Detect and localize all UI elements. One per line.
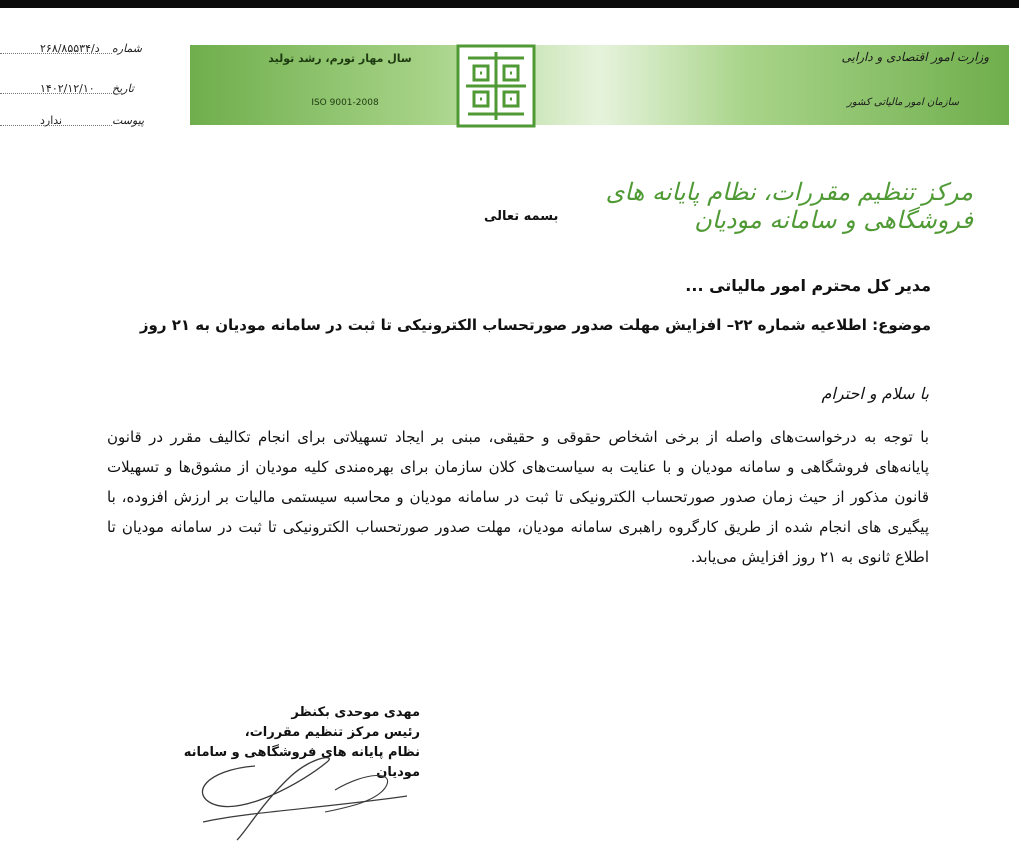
- signature-icon: [185, 752, 425, 847]
- letter-attachment-label: پیوست: [112, 114, 145, 127]
- ministry-name: وزارت امور اقتصادی و دارایی: [841, 50, 989, 64]
- bismillah: بسمه تعالی: [484, 209, 559, 224]
- letter-date-value: ۱۴۰۲/۱۲/۱۰: [40, 82, 95, 95]
- tax-organization-emblem-icon: [448, 44, 544, 128]
- letter-body: با توجه به درخواست‌های واصله از برخی اشخاص حقوقی و حقیقی، مبنی بر ایجاد تسهیلاتی برای انجام تکالیف مقرر در قانون پایانه‌های فروشگاهی و سامانه مودیان و با عنایت به سیاست‌های کلان سازمان برای بهره‌مندی کلیه مودیان از مشوق‌ها و تسهیلات قانون مذکور از حیث زمان صدور صورتحساب الکترونیکی تا ثبت در سامانه مودیان و محاسبه سیستمی مالیات بر ارزش افزوده، با پیگیری های انجام شده از طریق کارگروه راهبری سامانه مودیان، مهلت صدور صورتحساب الکترونیکی تا ثبت در سامانه مودیان تا اطلاع ثانوی به ۲۱ روز افزایش می‌یابد.: [107, 428, 929, 566]
- dotted-line: [0, 53, 112, 54]
- iso-certification: ISO 9001-2008: [311, 98, 379, 108]
- subject-line: موضوع: اطلاعیه شماره ۲۲– افزایش مهلت صدور صورتحساب الکترونیکی تا ثبت در سامانه مودیان به ۲۱ روز: [139, 316, 931, 334]
- center-title: مرکز تنظیم مقررات، نظام پایانه های فروشگاهی و سامانه مودیان: [605, 178, 973, 234]
- top-dark-bar: [0, 0, 1019, 8]
- letter-date-label: تاریخ: [112, 82, 134, 95]
- letter-number-label: شماره: [112, 42, 143, 55]
- dotted-line: [0, 125, 112, 126]
- greeting: با سلام و احترام: [821, 384, 929, 403]
- organization-name: سازمان امور مالیاتی کشور: [847, 97, 959, 108]
- signer-name: مهدی موحدی بکنظر: [291, 705, 420, 720]
- dotted-line: [0, 93, 112, 94]
- letter-number-value: د/۲۶۸/۸۵۵۳۴: [40, 42, 100, 55]
- letter-attachment-value: ندارد: [40, 114, 63, 127]
- recipient: مدیر کل محترم امور مالیاتی ...: [685, 276, 931, 295]
- signer-title-line2: نظام پایانه های فروشگاهی و سامانه مودیان: [183, 745, 420, 780]
- signer-title-line1: رئیس مرکز تنظیم مقررات،: [244, 725, 420, 740]
- year-slogan: سال مهار تورم، رشد تولید: [268, 52, 412, 65]
